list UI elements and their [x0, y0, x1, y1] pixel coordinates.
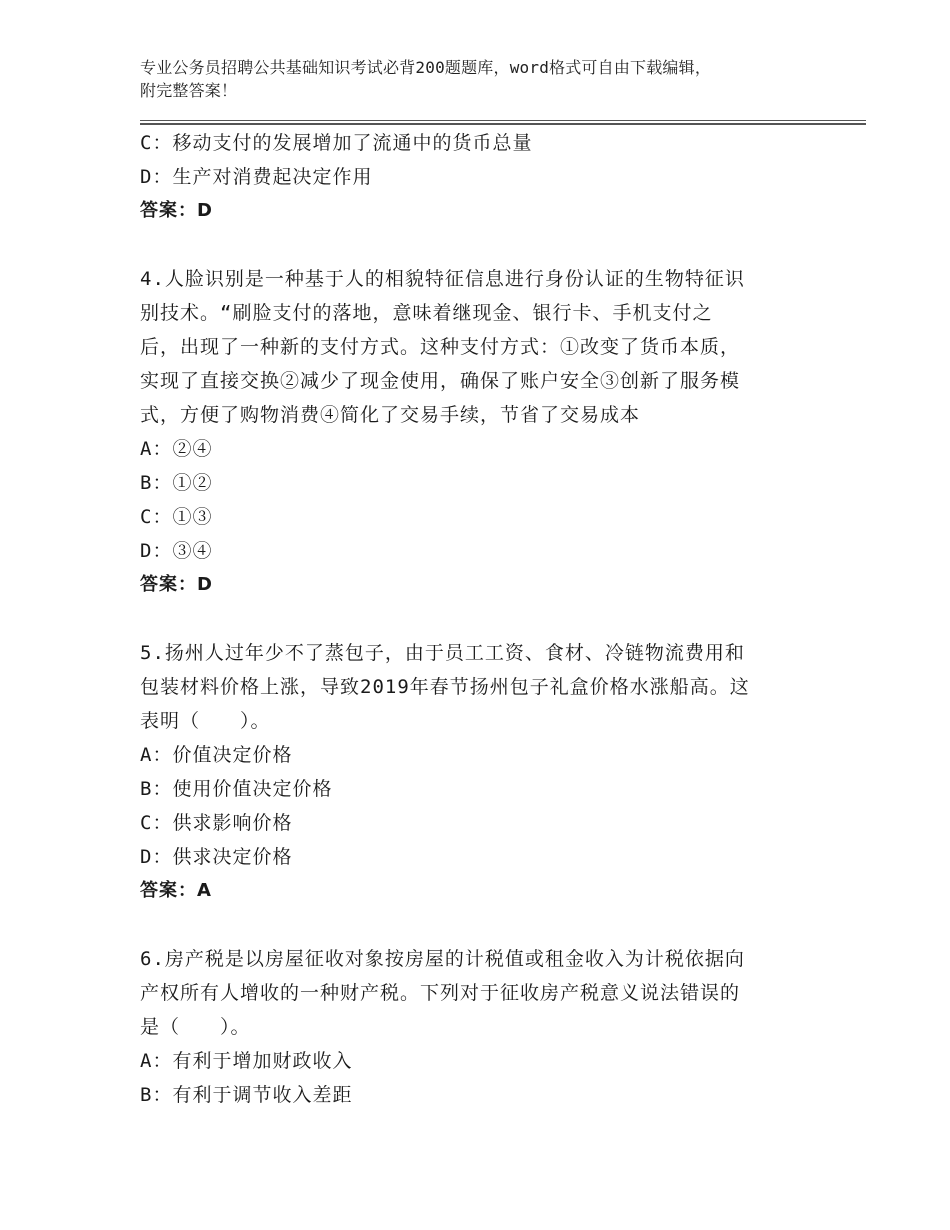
option-d: D：生产对消费起决定作用 — [140, 166, 373, 188]
stem-line: 5.扬州人过年少不了蒸包子，由于员工工资、食材、冷链物流费用和 — [140, 642, 745, 664]
option-c: C：供求影响价格 — [140, 812, 293, 834]
option-a: A：有利于增加财政收入 — [140, 1050, 353, 1072]
option-d: D：③④ — [140, 540, 213, 562]
stem-line: 后，出现了一种新的支付方式。这种支付方式：①改变了货币本质， — [140, 336, 741, 358]
option-d: D：供求决定价格 — [140, 846, 293, 868]
stem-line: 实现了直接交换②减少了现金使用，确保了账户安全③创新了服务模 — [140, 370, 741, 392]
option-c: C：移动支付的发展增加了流通中的货币总量 — [140, 132, 533, 154]
question-stem — [140, 636, 820, 738]
prev-question-block — [140, 126, 820, 228]
stem-line: 产权所有人增收的一种财产税。下列对于征收房产税意义说法错误的 — [140, 982, 741, 1004]
stem-line: 式，方便了购物消费④简化了交易手续，节省了交易成本 — [140, 404, 641, 426]
question-5 — [140, 636, 820, 908]
option-b: B：有利于调节收入差距 — [140, 1084, 353, 1106]
header-text-line-1: 专业公务员招聘公共基础知识考试必背200题题库，word格式可自由下载编辑， — [140, 58, 712, 77]
header-text-line-2: 附完整答案！ — [140, 81, 238, 100]
option-b: B：①② — [140, 472, 213, 494]
stem-line: 别技术。“刷脸支付的落地，意味着继现金、银行卡、手机支付之 — [140, 302, 713, 324]
stem-line: 6.房产税是以房屋征收对象按房屋的计税值或租金收入为计税依据向 — [140, 948, 745, 970]
answer-line: 答案：D — [140, 574, 213, 595]
question-content — [140, 126, 820, 1112]
header-divider-thin — [140, 120, 866, 121]
option-b: B：使用价值决定价格 — [140, 778, 333, 800]
question-stem — [140, 942, 820, 1044]
question-4 — [140, 262, 820, 602]
option-c: C：①③ — [140, 506, 213, 528]
option-a: A：②④ — [140, 438, 213, 460]
question-6 — [140, 942, 820, 1112]
stem-line: 4.人脸识别是一种基于人的相貌特征信息进行身份认证的生物特征识 — [140, 268, 745, 290]
stem-line: 是（ ）。 — [140, 1016, 251, 1038]
option-a: A：价值决定价格 — [140, 744, 293, 766]
header-divider-thick — [140, 123, 866, 125]
stem-line: 包装材料价格上涨，导致2019年春节扬州包子礼盒价格水涨船高。这 — [140, 676, 750, 698]
answer-line: 答案：D — [140, 200, 213, 221]
answer-line: 答案：A — [140, 880, 212, 901]
stem-line: 表明（ ）。 — [140, 710, 271, 732]
question-stem — [140, 262, 820, 432]
page-header — [140, 56, 840, 102]
